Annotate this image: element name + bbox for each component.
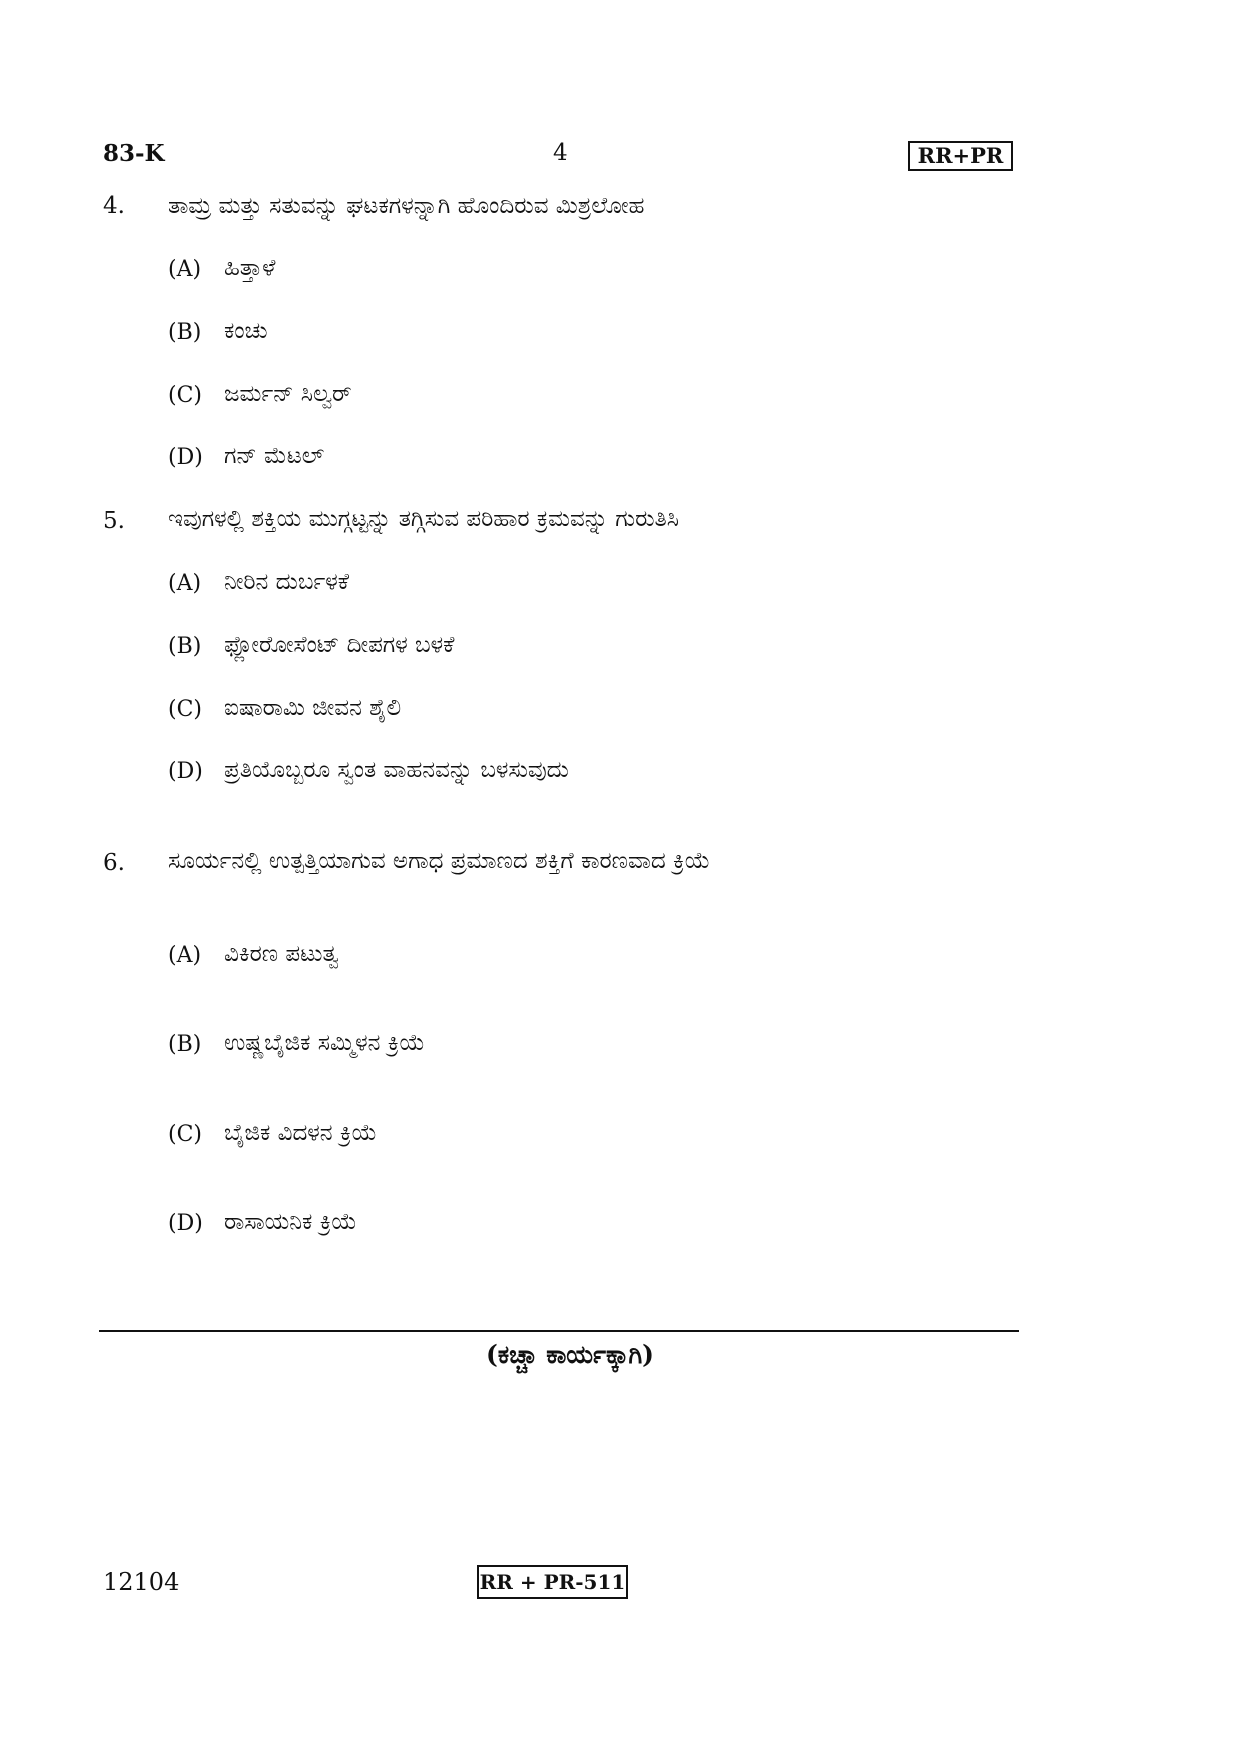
question-text: ತಾಮ್ರ ಮತ್ತು ಸತುವನ್ನು ಘಟಕಗಳನ್ನಾಗಿ ಹೊಂದಿರುವ ಮಿಶ್ರಲೋಹ <box>168 193 645 219</box>
divider-line <box>99 1330 1019 1332</box>
question-number: 6. <box>103 850 125 876</box>
option-label: (C) <box>168 1122 202 1147</box>
footer-code-box: RR + PR-511 <box>477 1565 628 1599</box>
booklet-number: 12104 <box>103 1568 180 1596</box>
page-number: 4 <box>553 140 568 166</box>
option-text: ಬೈಜಿಕ ವಿದಳನ ಕ್ರಿಯೆ <box>224 1120 378 1146</box>
question-text: ಸೂರ್ಯನಲ್ಲಿ ಉತ್ಪತ್ತಿಯಾಗುವ ಅಗಾಧ ಪ್ರಮಾಣದ ಶಕ್ತಿಗೆ ಕಾರಣವಾದ ಕ್ರಿಯೆ <box>168 848 711 874</box>
option-label: (D) <box>168 1211 203 1236</box>
question-number: 5. <box>103 508 125 534</box>
option-label: (D) <box>168 445 203 470</box>
option-text: ಜರ್ಮನ್ ಸಿಲ್ವರ್ <box>224 381 352 407</box>
option-label: (C) <box>168 383 202 408</box>
option-text: ಫ್ಲೋರೋಸೆಂಟ್ ದೀಪಗಳ ಬಳಕೆ <box>224 632 455 658</box>
option-text: ಗನ್ ಮೆಟಲ್ <box>224 443 325 469</box>
option-text: ಉಷ್ಣಬೈಜಿಕ ಸಮ್ಮಿಳನ ಕ್ರಿಯೆ <box>224 1030 425 1056</box>
option-text: ಐಷಾರಾಮಿ ಜೀವನ ಶೈಲಿ <box>224 695 402 721</box>
question-text: ಇವುಗಳಲ್ಲಿ ಶಕ್ತಿಯ ಮುಗ್ಗಟ್ಟನ್ನು ತಗ್ಗಿಸುವ ಪರಿಹಾರ ಕ್ರಮವನ್ನು ಗುರುತಿಸಿ <box>168 506 679 532</box>
option-label: (A) <box>168 943 202 968</box>
option-label: (C) <box>168 697 202 722</box>
option-text: ಕಂಚು <box>224 318 268 344</box>
option-label: (A) <box>168 257 202 282</box>
rough-work-label: (ಕಚ್ಚಾ ಕಾರ್ಯಕ್ಕಾಗಿ) <box>486 1340 654 1369</box>
option-label: (A) <box>168 571 202 596</box>
option-label: (B) <box>168 634 202 659</box>
option-label: (B) <box>168 320 202 345</box>
paper-code: 83-K <box>103 140 165 167</box>
option-text: ನೀರಿನ ದುರ್ಬಳಕೆ <box>224 569 350 595</box>
series-box: RR+PR <box>908 141 1013 171</box>
option-text: ವಿಕಿರಣ ಪಟುತ್ವ <box>224 941 339 967</box>
option-text: ಪ್ರತಿಯೊಬ್ಬರೂ ಸ್ವಂತ ವಾಹನವನ್ನು ಬಳಸುವುದು <box>224 757 569 783</box>
option-label: (D) <box>168 759 203 784</box>
question-number: 4. <box>103 193 125 219</box>
option-text: ಹಿತ್ತಾಳೆ <box>224 255 276 281</box>
option-label: (B) <box>168 1032 202 1057</box>
option-text: ರಾಸಾಯನಿಕ ಕ್ರಿಯೆ <box>224 1209 357 1235</box>
